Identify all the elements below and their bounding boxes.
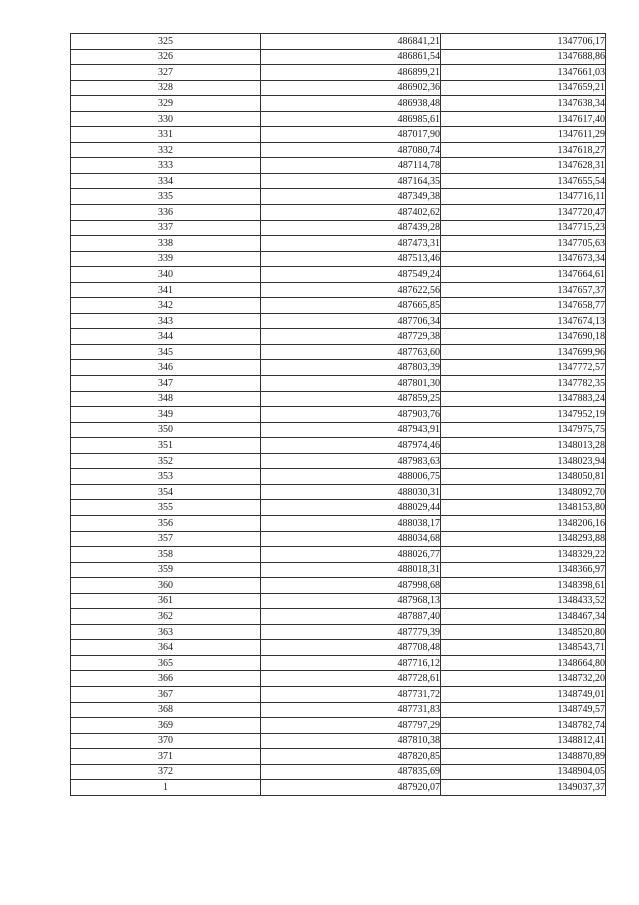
table-row (71, 313, 606, 329)
y-coordinate-cell: 1348433,52 (441, 593, 606, 609)
table-row (71, 65, 606, 81)
y-coordinate-cell: 1347706,17 (441, 34, 606, 50)
x-coordinate-cell: 487763,60 (261, 344, 441, 360)
point-number-cell: 342 (71, 298, 261, 314)
table-row (71, 578, 606, 594)
table-row (71, 718, 606, 734)
y-coordinate-cell: 1347715,23 (441, 220, 606, 236)
x-coordinate-cell: 487164,35 (261, 173, 441, 189)
table-row (71, 422, 606, 438)
y-coordinate-cell: 1348366,97 (441, 562, 606, 578)
point-number-cell: 370 (71, 733, 261, 749)
table-row (71, 702, 606, 718)
y-coordinate-cell: 1348023,94 (441, 453, 606, 469)
y-coordinate-cell: 1347782,35 (441, 376, 606, 392)
x-coordinate-cell: 487731,83 (261, 702, 441, 718)
x-coordinate-cell: 486861,54 (261, 49, 441, 65)
point-number-cell: 348 (71, 391, 261, 407)
point-number-cell: 355 (71, 500, 261, 516)
y-coordinate-cell: 1347975,75 (441, 422, 606, 438)
y-coordinate-cell: 1347628,31 (441, 158, 606, 174)
table-row (71, 609, 606, 625)
point-number-cell: 336 (71, 205, 261, 221)
point-number-cell: 339 (71, 251, 261, 267)
point-number-cell: 333 (71, 158, 261, 174)
x-coordinate-cell: 487708,48 (261, 640, 441, 656)
table-row (71, 391, 606, 407)
table-row (71, 453, 606, 469)
point-number-cell: 360 (71, 578, 261, 594)
y-coordinate-cell: 1347674,13 (441, 313, 606, 329)
x-coordinate-cell: 487114,78 (261, 158, 441, 174)
table-row (71, 236, 606, 252)
x-coordinate-cell: 486985,61 (261, 111, 441, 127)
y-coordinate-cell: 1347611,29 (441, 127, 606, 143)
point-number-cell: 351 (71, 438, 261, 454)
x-coordinate-cell: 487820,85 (261, 749, 441, 765)
table-row (71, 142, 606, 158)
table-row (71, 267, 606, 283)
y-coordinate-cell: 1347673,34 (441, 251, 606, 267)
x-coordinate-cell: 487716,12 (261, 655, 441, 671)
y-coordinate-cell: 1349037,37 (441, 780, 606, 796)
x-coordinate-cell: 487402,62 (261, 205, 441, 221)
point-number-cell: 361 (71, 593, 261, 609)
y-coordinate-cell: 1347688,86 (441, 49, 606, 65)
x-coordinate-cell: 486841,21 (261, 34, 441, 50)
point-number-cell: 337 (71, 220, 261, 236)
table-row (71, 376, 606, 392)
y-coordinate-cell: 1347952,19 (441, 407, 606, 423)
table-row (71, 407, 606, 423)
table-row (71, 34, 606, 50)
y-coordinate-cell: 1348293,88 (441, 531, 606, 547)
y-coordinate-cell: 1347661,03 (441, 65, 606, 81)
table-row (71, 749, 606, 765)
x-coordinate-cell: 487513,46 (261, 251, 441, 267)
table-row (71, 189, 606, 205)
point-number-cell: 331 (71, 127, 261, 143)
x-coordinate-cell: 487887,40 (261, 609, 441, 625)
x-coordinate-cell: 488026,77 (261, 547, 441, 563)
table-row (71, 96, 606, 112)
y-coordinate-cell: 1348329,22 (441, 547, 606, 563)
y-coordinate-cell: 1348870,89 (441, 749, 606, 765)
table-row (71, 111, 606, 127)
table-row (71, 655, 606, 671)
y-coordinate-cell: 1347883,24 (441, 391, 606, 407)
point-number-cell: 344 (71, 329, 261, 345)
y-coordinate-cell: 1347659,21 (441, 80, 606, 96)
point-number-cell: 325 (71, 34, 261, 50)
x-coordinate-cell: 486902,36 (261, 80, 441, 96)
point-number-cell: 364 (71, 640, 261, 656)
y-coordinate-cell: 1348520,80 (441, 624, 606, 640)
table-row (71, 173, 606, 189)
y-coordinate-cell: 1347617,40 (441, 111, 606, 127)
y-coordinate-cell: 1347716,11 (441, 189, 606, 205)
table-row (71, 547, 606, 563)
point-number-cell: 330 (71, 111, 261, 127)
point-number-cell: 349 (71, 407, 261, 423)
table-row (71, 251, 606, 267)
point-number-cell: 352 (71, 453, 261, 469)
table-row (71, 780, 606, 796)
table-row (71, 298, 606, 314)
table-row (71, 484, 606, 500)
y-coordinate-cell: 1348543,71 (441, 640, 606, 656)
x-coordinate-cell: 487731,72 (261, 686, 441, 702)
point-number-cell: 327 (71, 65, 261, 81)
x-coordinate-cell: 487998,68 (261, 578, 441, 594)
x-coordinate-cell: 487835,69 (261, 764, 441, 780)
point-number-cell: 359 (71, 562, 261, 578)
x-coordinate-cell: 487549,24 (261, 267, 441, 283)
table-row (71, 282, 606, 298)
table-row (71, 562, 606, 578)
point-number-cell: 1 (71, 780, 261, 796)
x-coordinate-cell: 486938,48 (261, 96, 441, 112)
y-coordinate-cell: 1348206,16 (441, 515, 606, 531)
x-coordinate-cell: 487779,39 (261, 624, 441, 640)
table-row (71, 469, 606, 485)
y-coordinate-cell: 1347772,57 (441, 360, 606, 376)
table-row (71, 624, 606, 640)
point-number-cell: 340 (71, 267, 261, 283)
table-row (71, 80, 606, 96)
point-number-cell: 366 (71, 671, 261, 687)
point-number-cell: 350 (71, 422, 261, 438)
x-coordinate-cell: 487797,29 (261, 718, 441, 734)
y-coordinate-cell: 1347705,63 (441, 236, 606, 252)
y-coordinate-cell: 1348092,70 (441, 484, 606, 500)
table-row (71, 593, 606, 609)
point-number-cell: 345 (71, 344, 261, 360)
x-coordinate-cell: 487810,38 (261, 733, 441, 749)
x-coordinate-cell: 487943,91 (261, 422, 441, 438)
x-coordinate-cell: 487968,13 (261, 593, 441, 609)
point-number-cell: 365 (71, 655, 261, 671)
point-number-cell: 338 (71, 236, 261, 252)
point-number-cell: 354 (71, 484, 261, 500)
x-coordinate-cell: 487017,90 (261, 127, 441, 143)
x-coordinate-cell: 487080,74 (261, 142, 441, 158)
point-number-cell: 367 (71, 686, 261, 702)
table-row (71, 686, 606, 702)
x-coordinate-cell: 487801,30 (261, 376, 441, 392)
table-row (71, 220, 606, 236)
point-number-cell: 346 (71, 360, 261, 376)
y-coordinate-cell: 1347638,34 (441, 96, 606, 112)
x-coordinate-cell: 488030,31 (261, 484, 441, 500)
table-row (71, 671, 606, 687)
table-row (71, 127, 606, 143)
point-number-cell: 372 (71, 764, 261, 780)
point-number-cell: 332 (71, 142, 261, 158)
y-coordinate-cell: 1348749,57 (441, 702, 606, 718)
x-coordinate-cell: 487665,85 (261, 298, 441, 314)
x-coordinate-cell: 487920,07 (261, 780, 441, 796)
x-coordinate-cell: 488006,75 (261, 469, 441, 485)
y-coordinate-cell: 1347658,77 (441, 298, 606, 314)
x-coordinate-cell: 487803,39 (261, 360, 441, 376)
y-coordinate-cell: 1347699,96 (441, 344, 606, 360)
point-number-cell: 371 (71, 749, 261, 765)
point-number-cell: 353 (71, 469, 261, 485)
x-coordinate-cell: 487622,56 (261, 282, 441, 298)
point-number-cell: 357 (71, 531, 261, 547)
point-number-cell: 328 (71, 80, 261, 96)
y-coordinate-cell: 1348782,74 (441, 718, 606, 734)
point-number-cell: 362 (71, 609, 261, 625)
point-number-cell: 358 (71, 547, 261, 563)
point-number-cell: 368 (71, 702, 261, 718)
table-row (71, 640, 606, 656)
table-row (71, 764, 606, 780)
y-coordinate-cell: 1347664,61 (441, 267, 606, 283)
table-row (71, 515, 606, 531)
x-coordinate-cell: 487706,34 (261, 313, 441, 329)
x-coordinate-cell: 487859,25 (261, 391, 441, 407)
table-row (71, 438, 606, 454)
y-coordinate-cell: 1347655,54 (441, 173, 606, 189)
y-coordinate-cell: 1347690,18 (441, 329, 606, 345)
y-coordinate-cell: 1348398,61 (441, 578, 606, 594)
y-coordinate-cell: 1348153,80 (441, 500, 606, 516)
point-number-cell: 356 (71, 515, 261, 531)
table-row (71, 158, 606, 174)
table-row (71, 733, 606, 749)
point-number-cell: 329 (71, 96, 261, 112)
y-coordinate-cell: 1348749,01 (441, 686, 606, 702)
x-coordinate-cell: 488018,31 (261, 562, 441, 578)
x-coordinate-cell: 487473,31 (261, 236, 441, 252)
y-coordinate-cell: 1348050,81 (441, 469, 606, 485)
y-coordinate-cell: 1348467,34 (441, 609, 606, 625)
y-coordinate-cell: 1348904,05 (441, 764, 606, 780)
table-row (71, 360, 606, 376)
y-coordinate-cell: 1347720,47 (441, 205, 606, 221)
y-coordinate-cell: 1347657,37 (441, 282, 606, 298)
x-coordinate-cell: 487729,38 (261, 329, 441, 345)
point-number-cell: 347 (71, 376, 261, 392)
x-coordinate-cell: 487903,76 (261, 407, 441, 423)
coordinates-table-body (71, 34, 606, 796)
point-number-cell: 326 (71, 49, 261, 65)
x-coordinate-cell: 488029,44 (261, 500, 441, 516)
y-coordinate-cell: 1348664,80 (441, 655, 606, 671)
x-coordinate-cell: 488034,68 (261, 531, 441, 547)
point-number-cell: 343 (71, 313, 261, 329)
y-coordinate-cell: 1348013,28 (441, 438, 606, 454)
table-row (71, 531, 606, 547)
table-row (71, 344, 606, 360)
y-coordinate-cell: 1348812,41 (441, 733, 606, 749)
table-row (71, 205, 606, 221)
x-coordinate-cell: 487728,61 (261, 671, 441, 687)
y-coordinate-cell: 1348732,20 (441, 671, 606, 687)
x-coordinate-cell: 486899,21 (261, 65, 441, 81)
point-number-cell: 369 (71, 718, 261, 734)
point-number-cell: 335 (71, 189, 261, 205)
y-coordinate-cell: 1347618,27 (441, 142, 606, 158)
x-coordinate-cell: 487983,63 (261, 453, 441, 469)
table-row (71, 49, 606, 65)
table-row (71, 500, 606, 516)
coordinates-table (70, 33, 606, 796)
x-coordinate-cell: 487439,28 (261, 220, 441, 236)
point-number-cell: 363 (71, 624, 261, 640)
x-coordinate-cell: 488038,17 (261, 515, 441, 531)
x-coordinate-cell: 487974,46 (261, 438, 441, 454)
point-number-cell: 334 (71, 173, 261, 189)
x-coordinate-cell: 487349,38 (261, 189, 441, 205)
table-row (71, 329, 606, 345)
coordinates-sheet (70, 33, 605, 796)
point-number-cell: 341 (71, 282, 261, 298)
